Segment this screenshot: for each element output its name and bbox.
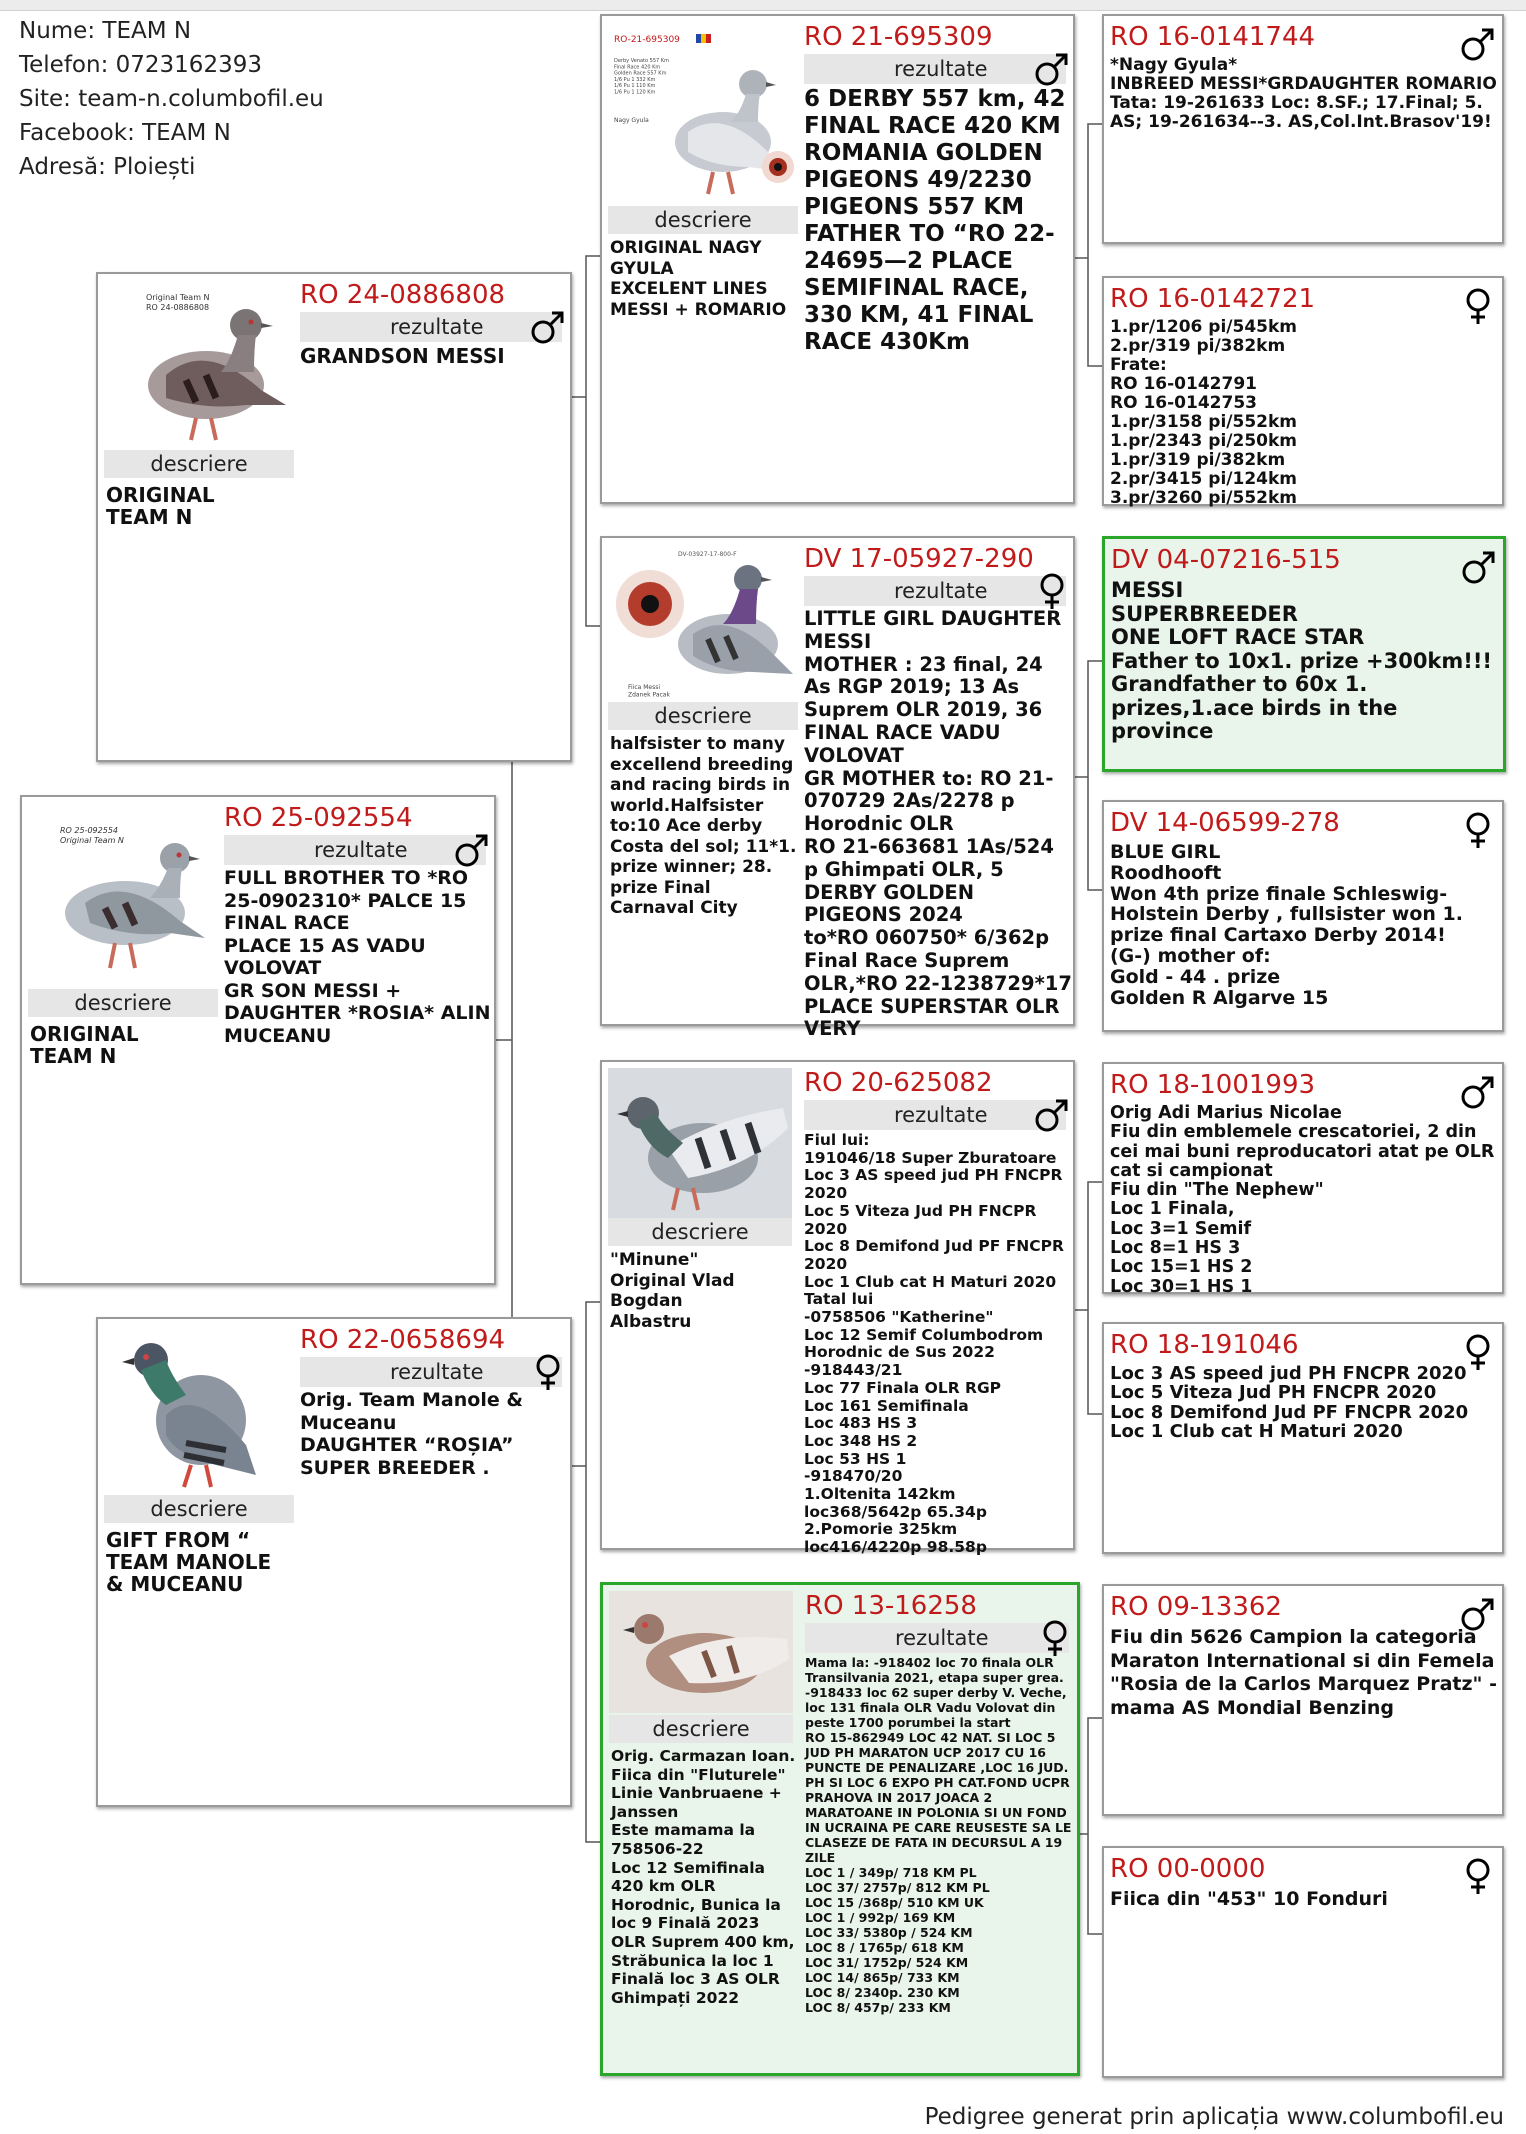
ring-number[interactable]: RO 18-1001993	[1110, 1070, 1316, 1100]
connector-father	[568, 256, 600, 626]
description-text: ORIGINAL TEAM N	[30, 1022, 139, 1068]
results-header[interactable]: rezultate	[804, 576, 1066, 606]
photo-breeder: Fiica Messi Zdanek Pacak	[628, 684, 670, 699]
ring-number[interactable]: RO 13-16258	[805, 1591, 977, 1621]
photo-caption: Original Team N RO 24-0886808	[146, 293, 210, 312]
info-text: Loc 3 AS speed jud PH FNCPR 2020 Loc 5 Viteza Jud PH FNCPR 2020 Loc 8 Demifond Jud PF FNCPR 2020 Loc 1 Club cat H Maturi 2020	[1110, 1363, 1469, 1442]
connector-fm	[1075, 661, 1102, 890]
pigeon-photo[interactable]	[608, 22, 798, 212]
pigeon-photo[interactable]	[609, 1591, 793, 1713]
ring-number[interactable]: DV 04-07216-515	[1111, 545, 1341, 575]
connector-mf	[1075, 1182, 1102, 1414]
description-text: GIFT FROM “ TEAM MANOLE & MUCEANU	[106, 1528, 272, 1596]
results-header[interactable]: rezultate	[804, 1100, 1066, 1130]
description-header[interactable]: descriere	[608, 206, 798, 234]
results-text: FULL BROTHER TO *RO 25-0902310* PALCE 15 FINAL RACE PLACE 15 AS VADU VOLOVAT GR SON MESSI + DAUGHTER *ROSIA* ALIN MUCEANU	[224, 867, 491, 1047]
connector-mother	[568, 1302, 600, 1842]
owner-phone: Telefon: 0723162393	[19, 52, 262, 78]
pigeon-card-ffm[interactable]	[1102, 276, 1504, 506]
ring-number[interactable]: RO 21-695309	[804, 22, 993, 52]
male-symbol-icon	[528, 307, 568, 347]
connector-ff	[1075, 124, 1102, 366]
ring-number[interactable]: RO 16-0141744	[1110, 22, 1316, 52]
pigeon-card-fmf[interactable]	[1102, 536, 1506, 772]
pigeon-card-main[interactable]	[20, 795, 496, 1285]
description-header[interactable]: descriere	[104, 450, 294, 478]
results-header[interactable]: rezultate	[300, 1357, 562, 1387]
ring-number[interactable]: RO 24-0886808	[300, 280, 506, 310]
pigeon-card-fff[interactable]	[1102, 14, 1504, 244]
photo-lines: Derby Venato 557 Km Final Race 420 Km Golden Race 557 Km 1/6 Pu 1 332 Km 1/6 Pu 1 110 Km 1/6 Pu 1 120 Km	[614, 58, 669, 96]
owner-facebook[interactable]: Facebook: TEAM N	[19, 120, 231, 146]
results-header[interactable]: rezultate	[224, 835, 486, 865]
pigeon-card-mmm[interactable]	[1102, 1846, 1504, 2078]
pigeon-card-mother-father[interactable]	[600, 1060, 1075, 1557]
pigeon-card-mother-mother[interactable]	[600, 1582, 1080, 2076]
owner-site[interactable]: Site: team-n.columbofil.eu	[19, 86, 324, 112]
results-header[interactable]: rezultate	[804, 54, 1066, 84]
owner-address: Adresă: Ploiești	[19, 154, 196, 180]
pigeon-card-father-mother[interactable]	[600, 536, 1075, 1041]
results-text: LITTLE GIRL DAUGHTER MESSI MOTHER : 23 final, 24 As RGP 2019; 13 As Suprem OLR 2019, 36 FINAL RACE VADU VOLOVAT GR MOTHER to: RO 21-070729 2As/2278 p Horodnic OLR RO 21-663681 1As/524 p Ghimpati OLR, 5 DERBY GOLDEN PIGEONS 2024 to*RO 060750* 6/362p Final Race Suprem OLR,*RO 22-1238729*17 PLACE SUPERSTAR OLR VERY	[804, 607, 1072, 1041]
results-header[interactable]: rezultate	[300, 312, 562, 342]
description-text: Orig. Carmazan Ioan. Fiica din "Fluturele" Linie Vanbruaene + Janssen Este mamama la 758506-22 Loc 12 Semifinala 420 km OLR Horodnic, Bunica la loc 9 Finală 2023 OLR Suprem 400 km, Străbunica la loc 1 Finală loc 3 AS OLR Ghimpați 2022	[611, 1747, 796, 2007]
info-text: 1.pr/1206 pi/545km 2.pr/319 pi/382km Frate: RO 16-0142791 RO 16-0142753 1.pr/3158 pi/552km 1.pr/2343 pi/250km 1.pr/319 pi/382km 2.pr/3415 pi/124km 3.pr/3260 pi/552km	[1110, 317, 1297, 508]
results-text: Orig. Team Manole & Muceanu DAUGHTER “ROȘIA” SUPER BREEDER .	[300, 1389, 523, 1479]
pigeon-photo[interactable]	[30, 803, 220, 993]
info-text: Fiica din "453" 10 Fonduri	[1110, 1888, 1388, 1910]
ring-number[interactable]: RO 20-625082	[804, 1068, 993, 1098]
info-text: BLUE GIRL Roodhooft Won 4th prize finale Schleswig-Holstein Derby , fullsister won 1. prize final Cartaxo Derby 2014! (G-) mother of: Gold - 44 . prize Golden R Algarve 15	[1110, 841, 1463, 1009]
pigeon-photo[interactable]	[608, 544, 798, 709]
description-text: ORIGINAL TEAM N	[106, 483, 215, 529]
info-text: Orig Adi Marius Nicolae Fiu din emblemele crescatoriei, 2 din cei mai buni reproducatori atat pe OLR cat si campionat Fiu din "The Nephew" Loc 1 Finala, Loc 3=1 Semif Loc 8=1 HS 3 Loc 15=1 HS 2 Loc 30=1 HS 1	[1110, 1103, 1495, 1297]
pigeon-card-father[interactable]	[96, 272, 572, 762]
results-header[interactable]: rezultate	[805, 1623, 1069, 1653]
male-symbol-icon	[452, 830, 492, 870]
pigeon-photo[interactable]	[608, 1068, 792, 1218]
pigeon-card-mfm[interactable]	[1102, 1322, 1504, 1554]
pigeon-photo[interactable]	[106, 280, 296, 448]
results-text: Fiul lui: 191046/18 Super Zburatoare Loc 3 AS speed jud PH FNCPR 2020 Loc 5 Viteza Jud PH FNCPR 2020 Loc 8 Demifond Jud PF FNCPR 2020 Loc 1 Club cat H Maturi 2020 Tatal lui -0758506 "Katherine" Loc 12 Semif Columbodrom Horodnic de Sus 2022 -918443/21 Loc 77 Finala OLR RGP Loc 161 Semifinala Loc 483 HS 3 Loc 348 HS 2 Loc 53 HS 1 -918470/20 1.Oltenita 142km loc368/5642p 65.34p 2.Pomorie 325km loc416/4220p 98.58p	[804, 1131, 1064, 1557]
description-header[interactable]: descriere	[28, 989, 218, 1017]
info-text: MESSI SUPERBREEDER ONE LOFT RACE STAR Father to 10x1. prize +300km!!! Grandfather to 60x 1. prizes,1.ace birds in the province	[1111, 578, 1493, 743]
photo-caption: RO-21-695309	[614, 35, 680, 45]
male-symbol-icon	[1032, 1095, 1072, 1135]
results-text: Mama la: -918402 loc 70 finala OLR Transilvania 2021, etapa super grea. -918433 loc 62 super derby V. Veche, loc 131 finala OLR Vadu Volovat din peste 1700 porumbei la start RO 15-862949 LOC 42 NAT. SI LOC 5 JUD PH MARATON UCP 2017 CU 16 PUNCTE DE PENALIZARE ,LOC 16 JUD. PH SI LOC 6 EXPO PH CAT.FOND UCPR PRAHOVA IN 2017 JOACA 2 MARATOANE IN POLONIA SI UN FOND IN UCRAINA PE CARE REUSESTE SA LE CLASEZE DE FATA IN DECURSUL A 19 ZILE LOC 1 / 349p/ 718 KM PL LOC 37/ 2757p/ 812 KM PL LOC 15 /368p/ 510 KM UK LOC 1 / 992p/ 169 KM LOC 33/ 5380p / 524 KM LOC 8 / 1765p/ 618 KM LOC 31/ 1752p/ 524 KM LOC 14/ 865p/ 733 KM LOC 8/ 2340p. 230 KM LOC 8/ 457p/ 233 KM	[805, 1655, 1072, 2015]
ring-number[interactable]: DV 17-05927-290	[804, 544, 1034, 574]
results-text: GRANDSON MESSI	[300, 344, 505, 368]
photo-caption: DV-03927-17-800-F	[678, 551, 737, 558]
male-symbol-icon	[1032, 49, 1072, 89]
photo-breeder: Nagy Gyula	[614, 117, 649, 124]
results-text: 6 DERBY 557 km, 42 FINAL RACE 420 KM ROMANIA GOLDEN PIGEONS 49/2230 PIGEONS 557 KM FATHER TO “RO 22-24695—2 PLACE SEMIFINAL RACE, 330 KM, 41 FINAL RACE 430Km	[804, 86, 1066, 355]
pigeon-card-mother[interactable]	[96, 1317, 572, 1807]
description-header[interactable]: descriere	[609, 1715, 793, 1743]
pigeon-card-mff[interactable]	[1102, 1062, 1504, 1297]
description-header[interactable]: descriere	[608, 702, 798, 730]
female-symbol-icon	[528, 1352, 568, 1392]
pigeon-card-fmm[interactable]	[1102, 800, 1504, 1032]
pigeon-card-father-father[interactable]	[600, 14, 1075, 504]
pigeon-card-mmf[interactable]	[1102, 1584, 1504, 1816]
description-header[interactable]: descriere	[608, 1218, 792, 1246]
ring-number[interactable]: RO 00-0000	[1110, 1854, 1266, 1884]
description-text: halfsister to many excellend breeding and racing birds in world.Halfsister to:10 Ace derby Costa del sol; 11*1. prize winner; 28. prize Final Carnaval City	[610, 734, 797, 918]
description-text: "Minune" Original Vlad Bogdan Albastru	[610, 1250, 735, 1332]
pigeon-photo[interactable]	[106, 1325, 296, 1493]
photo-caption: RO 25-092554 Original Team N	[60, 826, 124, 845]
owner-name: Nume: TEAM N	[19, 18, 192, 44]
ring-number[interactable]: RO 18-191046	[1110, 1330, 1299, 1360]
ring-number[interactable]: RO 09-13362	[1110, 1592, 1282, 1622]
female-symbol-icon	[1035, 1618, 1075, 1658]
ring-number[interactable]: RO 16-0142721	[1110, 284, 1316, 314]
description-header[interactable]: descriere	[104, 1495, 294, 1523]
female-symbol-icon	[1032, 571, 1072, 611]
footer-credit[interactable]: Pedigree generat prin aplicația www.columbofil.eu	[924, 2104, 1504, 2130]
info-text: *Nagy Gyula* INBREED MESSI*GRDAUGHTER ROMARIO Tata: 19-261633 Loc: 8.SF.; 17.Final; 5. AS; 19-261634--3. AS,Col.Int.Brasov'19!	[1110, 55, 1497, 132]
ring-number[interactable]: RO 22-0658694	[300, 1325, 506, 1355]
info-text: Fiu din 5626 Campion la categoria Maraton International si din Femela "Rosia de la Carlos Marquez Pratz" - mama AS Mondial Benzing	[1110, 1626, 1497, 1719]
ring-number[interactable]: DV 14-06599-278	[1110, 808, 1340, 838]
description-text: ORIGINAL NAGY GYULA EXCELENT LINES MESSI + ROMARIO	[610, 238, 787, 320]
ring-number[interactable]: RO 25-092554	[224, 803, 413, 833]
